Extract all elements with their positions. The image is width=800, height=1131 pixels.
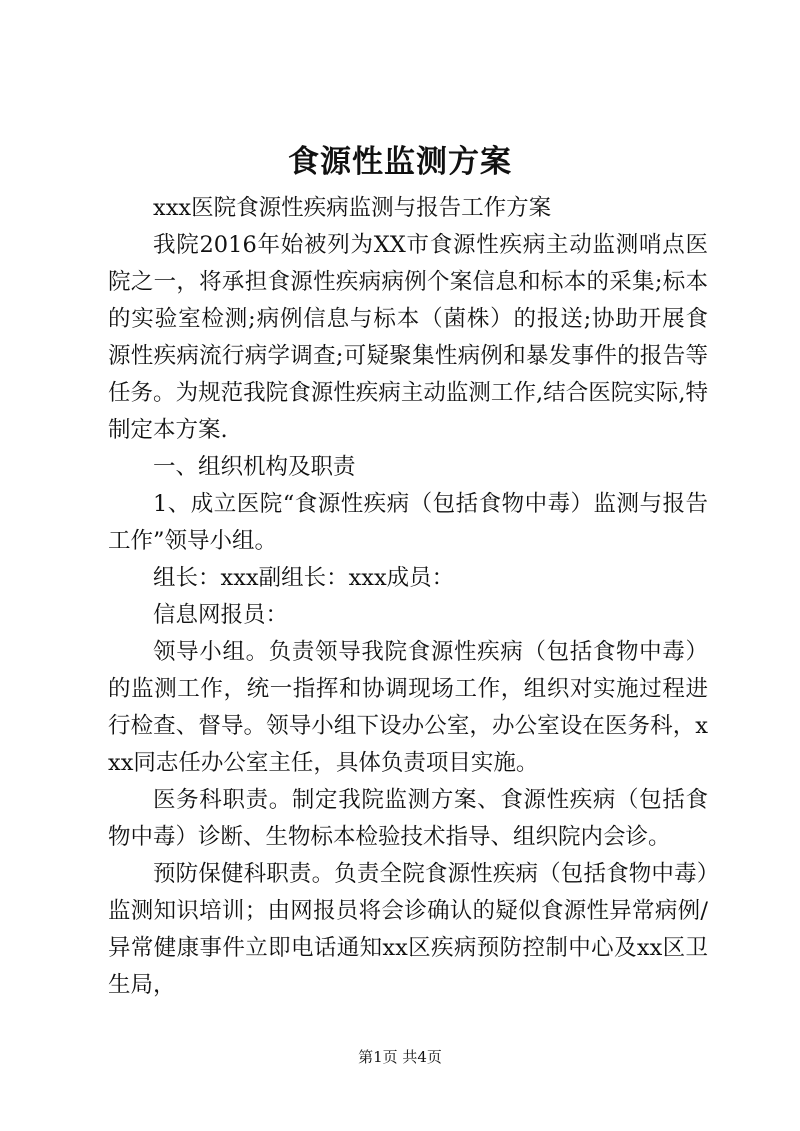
paragraph-medical-dept-duties: 医务科职责。制定我院监测方案、食源性疾病（包括食物中毒）诊断、生物标本检验技术指导、组织院内会诊。: [108, 787, 708, 850]
paragraph-prevention-dept-duties: 预防保健科职责。负责全院食源性疾病（包括食物中毒）监测知识培训；由网报员将会诊确认的疑似食源性异常病例/异常健康事件立即电话通知xx区疾病预防控制中心及xx区卫生局，: [108, 861, 708, 998]
page-number: 第1页 共4页: [358, 1048, 442, 1066]
paragraph-leadership-group: 1、成立医院“食源性疾病（包括食物中毒）监测与报告工作”领导小组。: [108, 491, 708, 554]
paragraph-intro: 我院2016年始被列为XX市食源性疾病主动监测哨点医院之一，将承担食源性疾病病例个案信息和标本的采集;标本的实验室检测;病例信息与标本（菌株）的报送;协助开展食源性疾病流行病学调查;可疑聚集性病例和暴发事件的报告等任务。为规范我院食源性疾病主动监测工作,结合医院实际,特制定本方案.: [108, 232, 708, 443]
document-body: [108, 190, 708, 1004]
paragraph-subtitle: xxx医院食源性疾病监测与报告工作方案: [153, 195, 552, 221]
document-title: 食源性监测方案: [288, 144, 512, 180]
paragraph-reporter: 信息网报员：: [153, 602, 289, 628]
paragraph-group-duties: 领导小组。负责领导我院食源性疾病（包括食物中毒）的监测工作，统一指挥和协调现场工作，组织对实施过程进行检查、督导。领导小组下设办公室，办公室设在医务科，xxx同志任办公室主任，具体负责项目实施。: [108, 639, 708, 776]
paragraph-members: 组长：xxx副组长：xxx成员：: [153, 565, 455, 591]
section-heading-organization: 一、组织机构及职责: [153, 454, 356, 480]
